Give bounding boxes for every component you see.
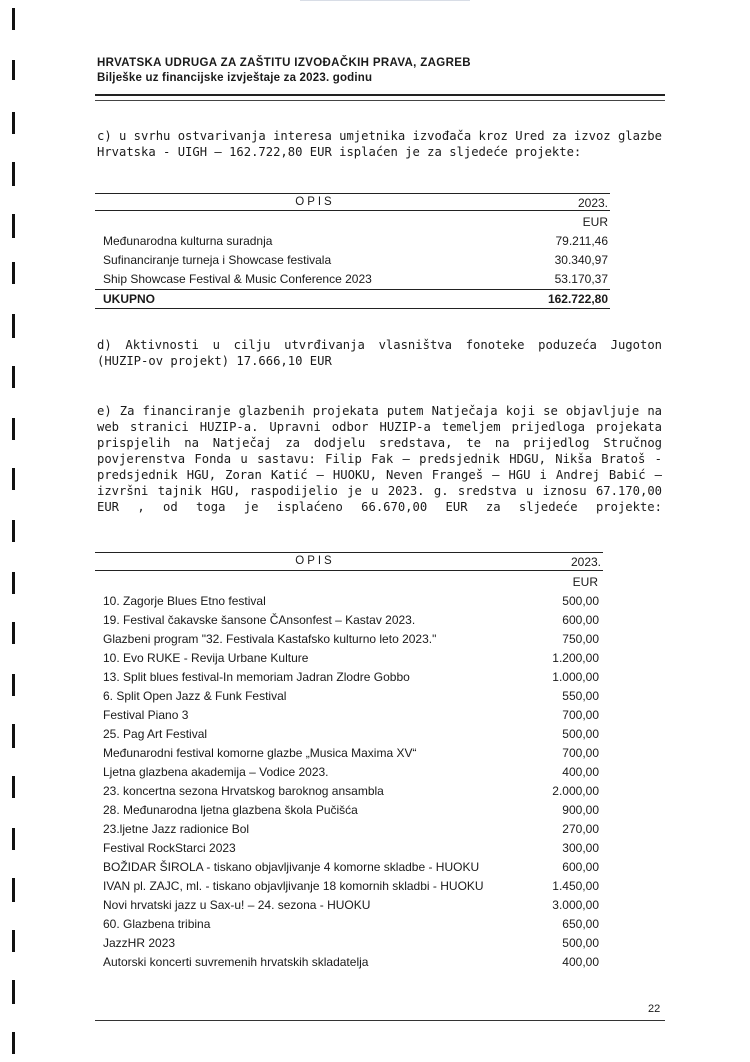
row-label: 25. Pag Art Festival [103, 727, 208, 741]
binder-mark [12, 878, 15, 902]
table-row [95, 839, 603, 857]
header-rule-thin [95, 100, 665, 101]
table-row [95, 725, 603, 743]
row-label: Novi hrvatski jazz u Sax-u! – 24. sezona - HUOKU [103, 898, 371, 912]
row-label: JazzHR 2023 [103, 936, 176, 950]
uigh-table [95, 193, 615, 313]
binder-mark [12, 314, 15, 338]
row-label: 28. Međunarodna ljetna glazbena škola Pučišća [103, 803, 358, 817]
table-bottom-rule [95, 308, 610, 309]
table-row [95, 858, 603, 876]
row-value: 650,00 [562, 917, 599, 931]
binder-mark [12, 366, 15, 388]
header-rule [95, 94, 665, 96]
row-value: 500,00 [562, 594, 599, 608]
table-row [95, 251, 610, 269]
row-label: Ljetna glazbena akademija – Vodice 2023. [103, 765, 329, 779]
projects-table [95, 552, 615, 972]
row-label: 13. Split blues festival-In memoriam Jadran Zlodre Gobbo [103, 670, 410, 684]
table-row [95, 896, 603, 914]
total-value: 162.722,80 [547, 292, 608, 306]
binder-mark [12, 8, 15, 30]
row-label: Glazbeni program "32. Festivala Kastafsko kulturno leto 2023." [103, 632, 437, 646]
row-value: 300,00 [562, 841, 599, 855]
row-label: BOŽIDAR ŠIROLA - tiskano objavljivanje 4 komorne skladbe - HUOKU [103, 860, 480, 874]
row-value: 600,00 [562, 613, 599, 627]
row-label: 19. Festival čakavske šansone ČAnsonfest – Kastav 2023. [103, 613, 416, 627]
row-value: 550,00 [562, 689, 599, 703]
binder-mark [12, 214, 15, 238]
row-value: 500,00 [562, 936, 599, 950]
table-row [95, 820, 603, 838]
row-label: Međunarodna kulturna suradnja [103, 234, 273, 248]
row-label: Međunarodni festival komorne glazbe „Musica Maxima XV“ [103, 746, 417, 760]
table-row [95, 232, 610, 250]
binder-mark [12, 418, 15, 440]
row-label: Festival RockStarci 2023 [103, 841, 236, 855]
row-value: 270,00 [562, 822, 599, 836]
table-header-rule [95, 210, 610, 211]
row-value: 750,00 [562, 632, 599, 646]
row-value: 3.000,00 [552, 898, 599, 912]
binder-mark [12, 622, 15, 644]
row-label: 23. koncertna sezona Hrvatskog baroknog ansambla [103, 784, 384, 798]
binder-mark [12, 1032, 15, 1054]
table-row [95, 934, 603, 952]
table-row [95, 687, 603, 705]
table-row [95, 706, 603, 724]
row-label: 6. Split Open Jazz & Funk Festival [103, 689, 287, 703]
row-label: Ship Showcase Festival & Music Conference 2023 [103, 272, 372, 286]
table-row [95, 763, 603, 781]
row-value: 600,00 [562, 860, 599, 874]
table-row [95, 915, 603, 933]
table-top-rule [95, 193, 610, 194]
binder-mark [12, 112, 15, 134]
document-title: HRVATSKA UDRUGA ZA ZAŠTITU IZVOĐAČKIH PRAVA, ZAGREB [97, 57, 471, 69]
column-unit-eur: EUR [582, 215, 608, 229]
table-total-row [95, 290, 610, 308]
table-row [95, 744, 603, 762]
row-value: 1.200,00 [552, 651, 599, 665]
binder-mark [12, 930, 15, 952]
row-value: 2.000,00 [552, 784, 599, 798]
binder-mark [12, 828, 15, 850]
binder-mark [12, 60, 15, 80]
row-value: 53.170,37 [554, 272, 608, 286]
table-row [95, 877, 603, 895]
row-label: 10. Zagorje Blues Etno festival [103, 594, 266, 608]
table-row [95, 611, 603, 629]
table-row [95, 649, 603, 667]
table-row [95, 668, 603, 686]
binder-mark [12, 724, 15, 748]
binder-mark [12, 468, 15, 490]
table-row [95, 270, 610, 288]
row-value: 1.000,00 [552, 670, 599, 684]
row-value: 700,00 [562, 746, 599, 760]
table-row [95, 592, 603, 610]
row-value: 30.340,97 [554, 253, 608, 267]
top-rule [300, 0, 470, 1]
table-row [95, 782, 603, 800]
row-value: 900,00 [562, 803, 599, 817]
page-number: 22 [648, 1003, 661, 1015]
row-label: 10. Evo RUKE - Revija Urbane Kulture [103, 651, 309, 665]
row-label: 23.ljetne Jazz radionice Bol [103, 822, 250, 836]
column-header-opis: OPIS [295, 555, 335, 567]
column-header-year: 2023. [577, 196, 608, 210]
row-value: 500,00 [562, 727, 599, 741]
table-row [95, 801, 603, 819]
section-e-paragraph: e) Za financiranje glazbenih projekata putem Natječaja koji se objavljuje na web stranici HUZIP-a. Upravni odbor HUZIP-a temeljem prijedloga projekata prispjelih na Natječaj za dodjelu sredstava, te na prijedlog Stručnog povjerenstva Fonda u sastavu: Filip Fak – predsjednik HDGU, Nikša Bratoš - predsjednik HGU, Zoran Katić – HUOKU, Neven Frangeš – HGU i Andrej Babić – izvršni tajnik HGU, raspodijelio je u 2023. g. sredstva u iznosu 67.170,00 EUR , od toga je isplaćeno 66.670,00 EUR za sljedeće projekte: [97, 404, 662, 514]
table-top-rule [95, 552, 603, 553]
column-unit-eur: EUR [572, 575, 598, 589]
document-subtitle: Bilješke uz financijske izvještaje za 2023. godinu [97, 72, 373, 84]
total-label: UKUPNO [103, 292, 156, 306]
binder-mark [12, 776, 15, 798]
column-header-opis: OPIS [295, 196, 335, 208]
row-label: 60. Glazbena tribina [103, 917, 211, 931]
table-header-rule [95, 570, 603, 571]
row-value: 79.211,46 [555, 234, 608, 248]
binder-mark [12, 162, 15, 186]
section-d-paragraph: d) Aktivnosti u cilju utvrđivanja vlasništva fonoteke poduzeća Jugoton (HUZIP-ov projekt) 17.666,10 EUR [97, 338, 662, 368]
row-value: 400,00 [562, 955, 599, 969]
binder-mark [12, 572, 15, 594]
footer-rule [95, 1020, 665, 1021]
binder-mark [12, 520, 15, 542]
section-c-paragraph: c) u svrhu ostvarivanja interesa umjetnika izvođača kroz Ured za izvoz glazbe Hrvatska - UIGH – 162.722,80 EUR isplaćen je za sljedeće projekte: [97, 129, 662, 159]
binder-mark [12, 980, 15, 1004]
binder-mark [12, 674, 15, 696]
row-label: IVAN pl. ZAJC, ml. - tiskano objavljivanje 18 komornih skladbi - HUOKU [103, 879, 484, 893]
table-row [95, 630, 603, 648]
row-value: 700,00 [562, 708, 599, 722]
row-value: 1.450,00 [552, 879, 599, 893]
table-row [95, 953, 603, 971]
row-label: Sufinanciranje turneja i Showcase festivala [103, 253, 332, 267]
binder-mark [12, 262, 15, 284]
row-label: Autorski koncerti suvremenih hrvatskih skladatelja [103, 955, 369, 969]
column-header-year: 2023. [570, 555, 601, 569]
row-value: 400,00 [562, 765, 599, 779]
row-label: Festival Piano 3 [103, 708, 189, 722]
